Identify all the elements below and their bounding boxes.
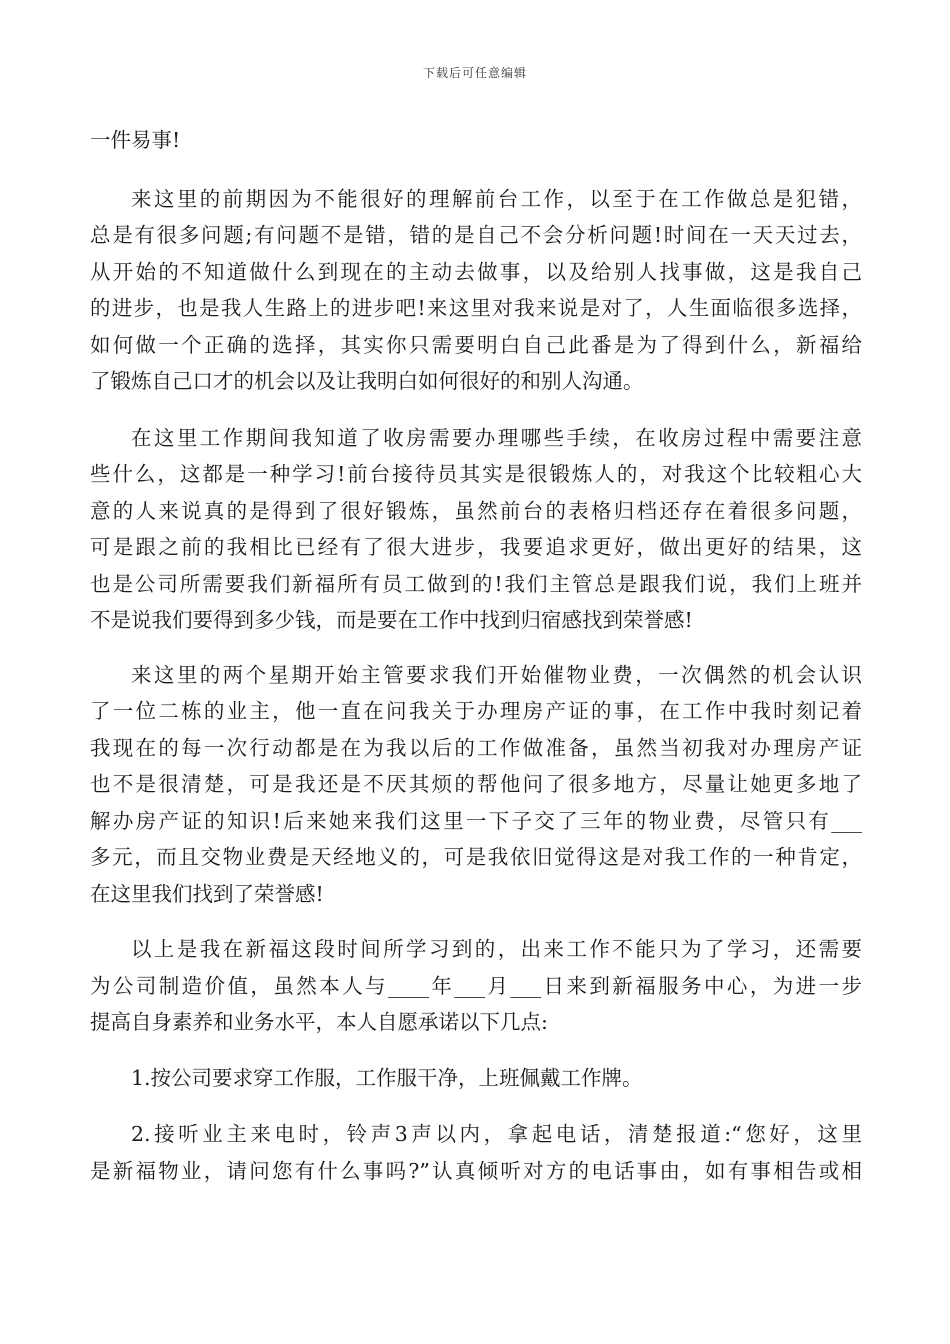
paragraph-continuation — [90, 122, 862, 159]
text-line: 提高自身素养和业务水平，本人自愿承诺以下几点: — [90, 1010, 548, 1034]
text-line: 了一位二栋的业主，他一直在问我关于办理房产证的事，在工作中我时刻记着 — [90, 699, 862, 723]
text-line: 总是有很多问题;有问题不是错，错的是自己不会分析问题!时间在一天天过去， — [90, 223, 862, 247]
text-line: 的进步，也是我人生路上的进步吧!来这里对我来说是对了，人生面临很多选择， — [90, 296, 862, 320]
document-body — [90, 122, 862, 1208]
text-line: 多元，而且交物业费是天经地义的，可是我依旧觉得这是对我工作的一种肯定， — [90, 845, 862, 869]
text-line: 了锻炼自己口才的机会以及让我明白如何很好的和别人沟通。 — [90, 369, 644, 393]
text-line: 来这里的前期因为不能很好的理解前台工作，以至于在工作做总是犯错， — [131, 186, 862, 211]
text-line: 我现在的每一次行动都是在为我以后的工作做准备，虽然当初我对办理房产证 — [90, 735, 862, 760]
text-line: 解办房产证的知识!后来她来我们这里一下子交了三年的物业费，尽管只有___ — [90, 808, 862, 833]
text-line: 意的人来说真的是得到了很好锻炼，虽然前台的表格归档还存在着很多问题， — [90, 498, 862, 523]
text-line: 如何做一个正确的选择，其实你只需要明白自己此番是为了得到什么，新福给 — [90, 332, 862, 357]
text-line: 不是说我们要得到多少钱，而是要在工作中找到归宿感找到荣誉感! — [90, 608, 693, 632]
text-line: 在这里我们找到了荣誉感! — [90, 881, 324, 906]
text-line: 2.接听业主来电时，铃声3声以内，拿起电话，清楚报道:“您好，这里 — [131, 1122, 862, 1146]
paragraph-commitment-intro — [90, 931, 862, 1041]
page-header-note: 下载后可任意编辑 — [422, 66, 527, 80]
text-line: 在这里工作期间我知道了收房需要办理哪些手续，在收房过程中需要注意 — [131, 425, 862, 450]
text-line: 一件易事! — [90, 128, 181, 152]
commitment-item-2 — [90, 1116, 862, 1189]
text-line: 也不是很清楚，可是我还是不厌其烦的帮他问了很多地方，尽量让她更多地了 — [90, 772, 862, 796]
text-line: 来这里的两个星期开始主管要求我们开始催物业费，一次偶然的机会认识 — [131, 662, 862, 687]
text-line: 为公司制造价值，虽然本人与____年___月___日来到新福服务中心，为进一步 — [90, 973, 862, 998]
text-line: 是新福物业，请问您有什么事吗?”认真倾听对方的电话事由，如有事相告或相 — [90, 1158, 862, 1183]
paragraph-property-fee — [90, 657, 862, 913]
text-line: 些什么，这都是一种学习!前台接待员其实是很锻炼人的，对我这个比较粗心大 — [90, 462, 862, 486]
text-line: 从开始的不知道做什么到现在的主动去做事，以及给别人找事做，这是我自己 — [90, 259, 862, 284]
text-line: 也是公司所需要我们新福所有员工做到的!我们主管总是跟我们说，我们上班并 — [90, 571, 862, 596]
text-line: 1.按公司要求穿工作服，工作服干净，上班佩戴工作牌。 — [131, 1065, 643, 1090]
paragraph-front-desk-reflection — [90, 181, 862, 400]
text-line: 可是跟之前的我相比已经有了很大进步，我要追求更好，做出更好的结果，这 — [90, 535, 862, 559]
paragraph-learning — [90, 420, 862, 639]
commitment-item-1 — [90, 1060, 862, 1097]
text-line: 以上是我在新福这段时间所学习到的，出来工作不能只为了学习，还需要 — [131, 937, 862, 961]
